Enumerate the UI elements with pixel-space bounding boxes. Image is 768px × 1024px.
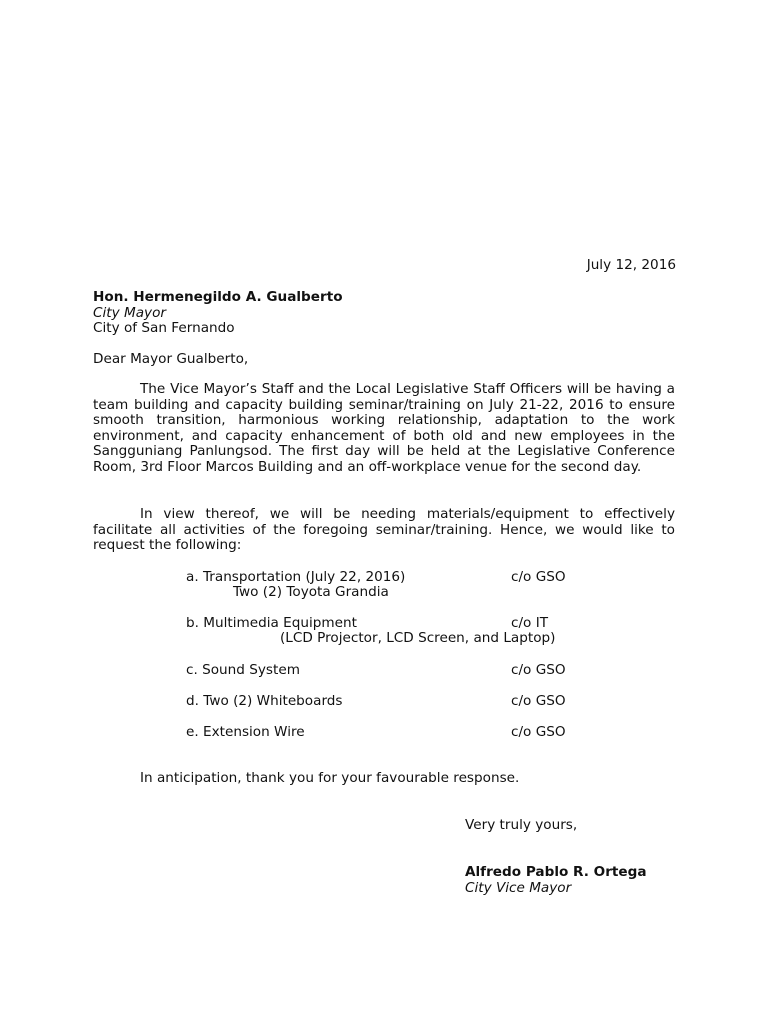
request-item-responsible: c/o IT (511, 615, 549, 631)
request-item-detail: Two (2) Toyota Grandia (233, 584, 389, 600)
request-item-responsible: c/o GSO (511, 724, 566, 740)
recipient-title: City Mayor (93, 304, 166, 321)
valediction: Very truly yours, (465, 817, 578, 833)
salutation: Dear Mayor Gualberto, (93, 351, 249, 367)
body-paragraph: The Vice Mayor’s Staff and the Local Legislative Staff Officers will be having a team building and capacity building seminar/training on July 21-22, 2016 to ensure smooth transition, harmonious working relationship, adaptation to the work environment, and capacity enhancement of both old and new employees in the Sangguniang Panlungsod. The first day will be held at the Legislative Conference Room, 3rd Floor Marcos Building and an off-workplace venue for the second day. (93, 381, 675, 475)
closing-line: In anticipation, thank you for your favourable response. (140, 770, 520, 786)
request-item-responsible: c/o GSO (511, 662, 566, 678)
request-item-responsible: c/o GSO (511, 693, 566, 709)
signatory-block (465, 865, 647, 896)
signatory-name: Alfredo Pablo R. Ortega (465, 864, 647, 880)
request-item-label: e. Extension Wire (186, 724, 305, 740)
request-item-label: d. Two (2) Whiteboards (186, 693, 343, 709)
letter-date: July 12, 2016 (586, 257, 676, 273)
request-item-detail: (LCD Projector, LCD Screen, and Laptop) (280, 630, 556, 646)
body-paragraph: In view thereof, we will be needing materials/equipment to effectively facilitate all activities of the foregoing seminar/training. Hence, we would like to request the following: (93, 506, 675, 554)
recipient-block (93, 290, 343, 337)
signatory-title: City Vice Mayor (465, 879, 572, 896)
request-item-label: b. Multimedia Equipment (186, 615, 357, 631)
request-item-responsible: c/o GSO (511, 569, 566, 585)
request-item-label: a. Transportation (July 22, 2016) (186, 569, 406, 585)
recipient-name: Hon. Hermenegildo A. Gualberto (93, 289, 343, 305)
recipient-location: City of San Fernando (93, 320, 235, 337)
request-item-label: c. Sound System (186, 662, 300, 678)
